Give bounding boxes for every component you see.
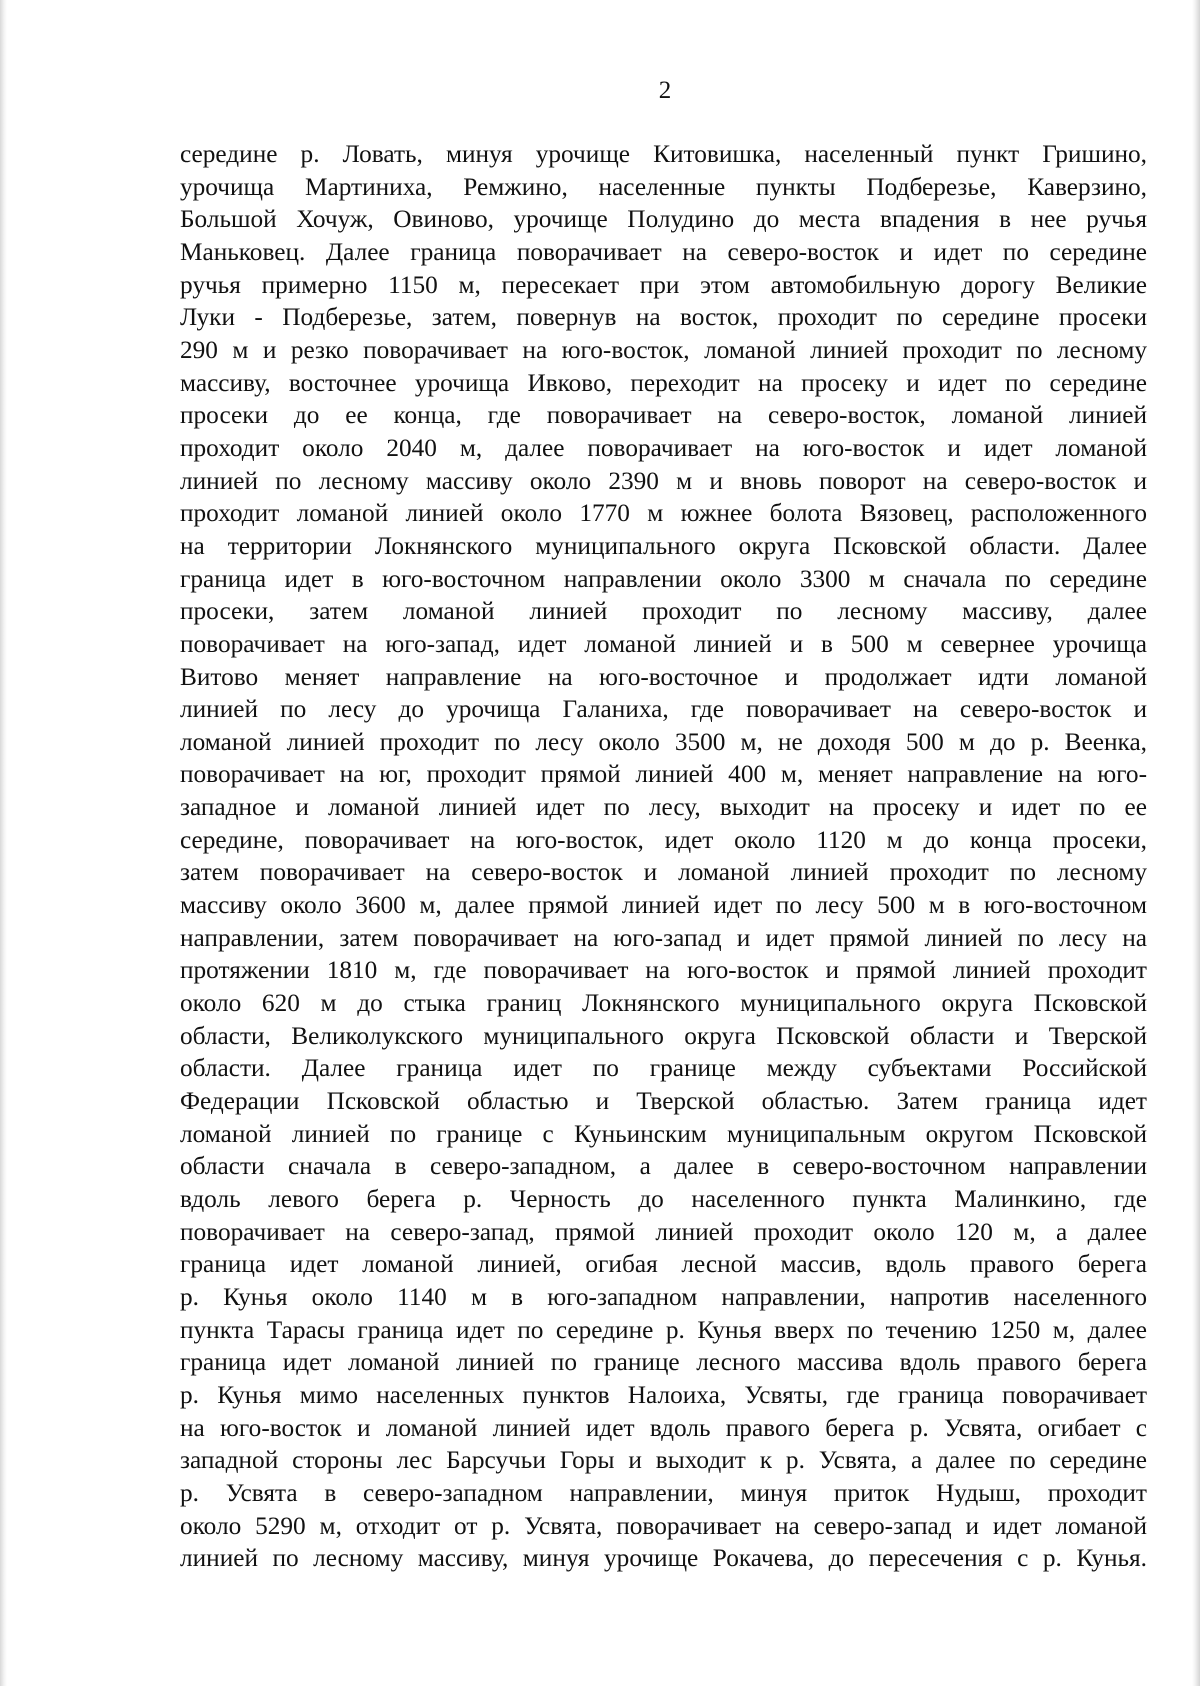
text-line: р. Кунья около 1140 м в юго-западном направлении, напротив населенного (180, 1282, 1147, 1311)
text-line: около 5290 м, отходит от р. Усвята, поворачивает на северо-запад и идет ломаной (180, 1511, 1147, 1540)
body-text (180, 138, 1147, 1575)
text-line: массиву около 3600 м, далее прямой линией идет по лесу 500 м в юго-восточном (180, 891, 1147, 920)
text-line: западной стороны лес Барсучьи Горы и выходит к р. Усвята, а далее по середине (180, 1446, 1147, 1475)
text-line: поворачивает на северо-запад, прямой линией проходит около 120 м, а далее (180, 1217, 1147, 1246)
text-line: просеки, затем ломаной линией проходит по лесному массиву, далее (180, 597, 1147, 626)
scan-edge-right (1192, 0, 1200, 1686)
text-line: вдоль левого берега р. Черность до населенного пункта Малинкино, где (180, 1185, 1147, 1213)
text-line: области, Великолукского муниципального округа Псковской области и Тверской (180, 1021, 1147, 1050)
text-line: поворачивает на юг, проходит прямой линией 400 м, меняет направление на юго- (180, 760, 1147, 789)
text-line: западное и ломаной линией идет по лесу, выходит на просеку и идет по ее (180, 793, 1147, 822)
text-line: проходит ломаной линией около 1770 м южнее болота Вязовец, расположенного (180, 499, 1147, 528)
text-line: середине р. Ловать, минуя урочище Китовишка, населенный пункт Гришино, (180, 140, 1147, 168)
text-line: просеки до ее конца, где поворачивает на северо-восток, ломаной линией (180, 401, 1147, 430)
text-line: направлении, затем поворачивает на юго-запад и идет прямой линией по лесу на (180, 923, 1147, 952)
text-line: Большой Хочуж, Овиново, урочище Полудино до места впадения в нее ручья (180, 205, 1147, 234)
text-line: р. Кунья мимо населенных пунктов Налоиха, Усвяты, где граница поворачивает (180, 1380, 1147, 1409)
text-line: р. Усвята в северо-западном направлении, минуя приток Нудыш, проходит (180, 1478, 1147, 1507)
text-line: Федерации Псковской областью и Тверской областью. Затем граница идет (180, 1087, 1147, 1116)
text-line: линией по лесному массиву, минуя урочище Рокачева, до пересечения с р. Кунья. (180, 1544, 1147, 1573)
text-line: ручья примерно 1150 м, пересекает при этом автомобильную дорогу Великие (180, 270, 1147, 299)
text-line: проходит около 2040 м, далее поворачивает на юго-восток и идет ломаной (180, 433, 1147, 462)
text-line: линией по лесу до урочища Галаниха, где поворачивает на северо-восток и (180, 695, 1147, 724)
text-line: области. Далее граница идет по границе между субъектами Российской (180, 1054, 1147, 1083)
text-line: граница идет ломаной линией, огибая лесной массив, вдоль правого берега (180, 1250, 1147, 1279)
text-line: Маньковец. Далее граница поворачивает на северо-восток и идет по середине (180, 237, 1147, 266)
text-line: линией по лесному массиву около 2390 м и вновь поворот на северо-восток и (180, 466, 1147, 495)
text-line: на территории Локнянского муниципального округа Псковской области. Далее (180, 531, 1147, 560)
scan-edge-left (0, 0, 7, 1686)
text-line: граница идет в юго-восточном направлении около 3300 м сначала по середине (180, 564, 1147, 593)
text-line: ломаной линией по границе с Куньинским муниципальным округом Псковской (180, 1119, 1147, 1148)
text-line: Луки - Подберезье, затем, повернув на восток, проходит по середине просеки (180, 303, 1147, 332)
text-line: середине, поворачивает на юго-восток, идет около 1120 м до конца просеки, (180, 825, 1147, 854)
text-line: 290 м и резко поворачивает на юго-восток, ломаной линией проходит по лесному (180, 335, 1147, 364)
text-line: затем поворачивает на северо-восток и ломаной линией проходит по лесному (180, 858, 1147, 887)
text-line: на юго-восток и ломаной линией идет вдоль правого берега р. Усвята, огибает с (180, 1413, 1147, 1442)
text-line: ломаной линией проходит по лесу около 3500 м, не доходя 500 м до р. Веенка, (180, 727, 1147, 756)
page-number: 2 (658, 77, 672, 104)
text-line: поворачивает на юго-запад, идет ломаной линией и в 500 м севернее урочища (180, 629, 1147, 658)
text-line: Витово меняет направление на юго-восточное и продолжает идти ломаной (180, 662, 1147, 691)
text-line: массиву, восточнее урочища Ивково, переходит на просеку и идет по середине (180, 368, 1147, 397)
text-line: пункта Тарасы граница идет по середине р. Кунья вверх по течению 1250 м, далее (180, 1315, 1147, 1344)
text-line: протяжении 1810 м, где поворачивает на юго-восток и прямой линией проходит (180, 956, 1147, 985)
text-line: области сначала в северо-западном, а далее в северо-восточном направлении (180, 1152, 1147, 1181)
text-line: около 620 м до стыка границ Локнянского муниципального округа Псковской (180, 989, 1147, 1018)
text-line: урочища Мартиниха, Ремжино, населенные пункты Подберезье, Каверзино, (180, 172, 1147, 201)
text-line: граница идет ломаной линией по границе лесного массива вдоль правого берега (180, 1348, 1147, 1377)
